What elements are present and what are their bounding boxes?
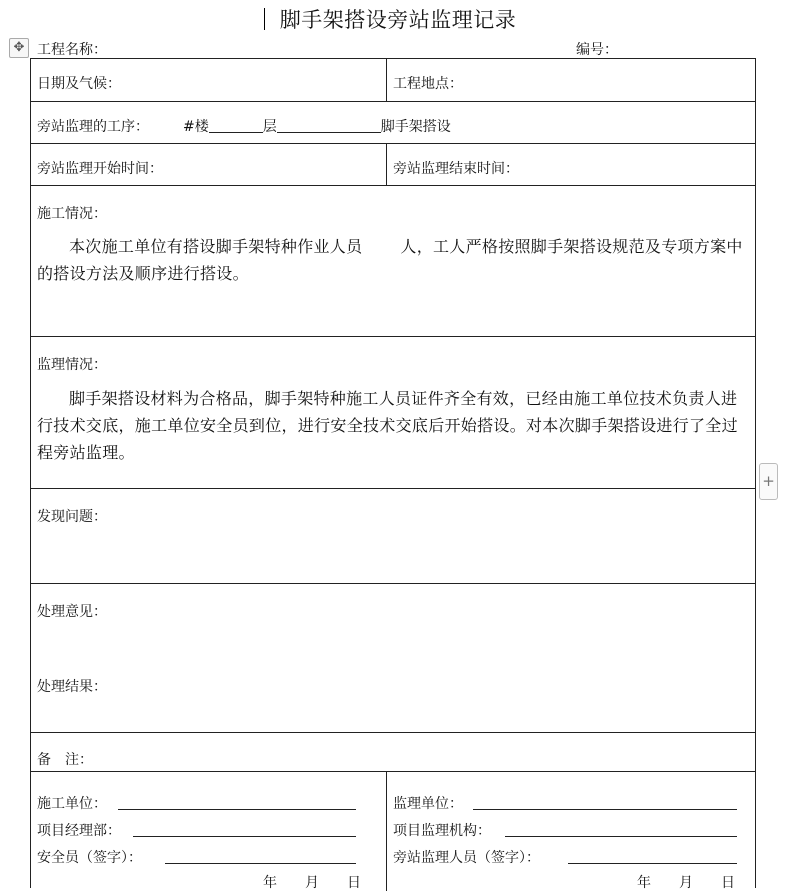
supervisor-label: 旁站监理人员（签字）： <box>393 850 540 866</box>
construction-text-part2: 人，工人严格按照脚手架搭设规范及专项方案中的搭设方法及顺序进行搭设。 <box>37 237 743 283</box>
start-time-label: 旁站监理开始时间： <box>37 161 163 177</box>
remarks-label: 备 注： <box>37 752 93 768</box>
safety-officer-line[interactable] <box>165 863 356 864</box>
column-divider <box>386 143 387 185</box>
construction-unit-label: 施工单位： <box>37 796 107 812</box>
row-divider <box>31 488 755 489</box>
plus-icon[interactable]: + <box>759 463 778 500</box>
project-name-label: 工程名称： <box>37 42 107 58</box>
row-divider <box>31 185 755 186</box>
row-divider <box>31 101 755 102</box>
supervision-label: 监理情况： <box>37 357 107 373</box>
row-divider <box>31 143 755 144</box>
supervision-org-label: 项目监理机构： <box>393 823 491 839</box>
number-label: 编号： <box>576 42 618 58</box>
construction-unit-line[interactable] <box>118 809 356 810</box>
handling-opinion-label: 处理意见： <box>37 604 107 620</box>
row-divider <box>31 771 755 772</box>
row-divider <box>31 583 755 584</box>
record-table <box>30 58 756 891</box>
supervision-text: 脚手架搭设材料为合格品，脚手架特种施工人员证件齐全有效，已经由施工单位技术负责人进行技术交底，施工单位安全员到位，进行安全技术交底后开始搭设。对本次脚手架搭设进行了全过程旁站监理。 <box>37 389 738 462</box>
construction-text <box>37 233 749 287</box>
project-manager-label: 项目经理部： <box>37 823 121 839</box>
process-label: 旁站监理的工序： <box>37 119 149 135</box>
column-divider <box>386 771 387 891</box>
document-title: 脚手架搭设旁站监理记录 <box>279 8 517 32</box>
supervision-unit-line[interactable] <box>473 809 737 810</box>
process-row <box>37 116 451 136</box>
safety-officer-label: 安全员（签字）： <box>37 850 142 866</box>
column-divider <box>386 59 387 101</box>
process-building: #楼 <box>183 119 209 135</box>
date-weather-label: 日期及气候： <box>37 76 121 92</box>
row-divider <box>31 732 755 733</box>
supervision-date: 年 月 日 <box>637 875 735 891</box>
location-label: 工程地点： <box>393 76 463 92</box>
move-icon[interactable]: ✥ <box>9 38 29 58</box>
text-cursor <box>264 8 265 30</box>
supervision-unit-label: 监理单位： <box>393 796 463 812</box>
project-manager-line[interactable] <box>133 836 356 837</box>
supervisor-line[interactable] <box>568 863 737 864</box>
handling-result-label: 处理结果： <box>37 679 107 695</box>
process-floor: 层 <box>262 119 277 135</box>
construction-text-part1: 本次施工单位有搭设脚手架特种作业人员 <box>69 237 363 256</box>
end-time-label: 旁站监理结束时间： <box>393 161 519 177</box>
process-item: 脚手架搭设 <box>380 119 451 135</box>
floor-blank[interactable] <box>277 118 381 133</box>
building-blank[interactable] <box>209 118 263 133</box>
construction-date: 年 月 日 <box>263 875 361 891</box>
row-divider <box>31 336 755 337</box>
supervision-org-line[interactable] <box>505 836 737 837</box>
construction-label: 施工情况： <box>37 206 107 222</box>
problems-label: 发现问题： <box>37 509 107 525</box>
